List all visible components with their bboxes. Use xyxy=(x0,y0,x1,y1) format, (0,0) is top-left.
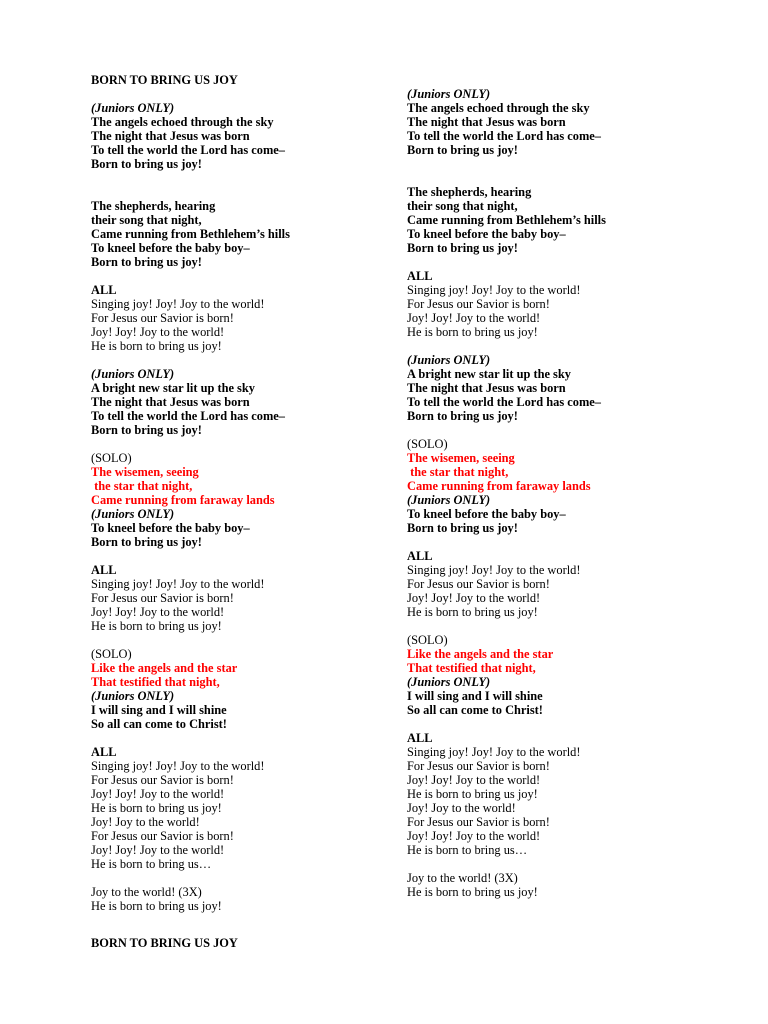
lyric-line: Singing joy! Joy! Joy to the world! xyxy=(91,297,265,311)
lyric-stanza xyxy=(407,871,707,899)
lyric-line: Joy! Joy! Joy to the world! xyxy=(407,591,541,605)
lyric-line: (SOLO) xyxy=(91,647,132,661)
lyric-stanza xyxy=(91,563,391,633)
lyric-line: Joy! Joy to the world! xyxy=(407,801,516,815)
lyric-line: (Juniors ONLY) xyxy=(91,689,175,703)
lyric-stanza xyxy=(407,353,707,423)
lyric-line: He is born to bring us joy! xyxy=(407,885,538,899)
lyric-line: For Jesus our Savior is born! xyxy=(91,829,234,843)
lyric-line: The angels echoed through the sky xyxy=(407,101,590,115)
lyric-line: The night that Jesus was born xyxy=(91,395,250,409)
lyric-line: To tell the world the Lord has come– xyxy=(91,409,285,423)
lyric-stanza xyxy=(91,745,391,871)
lyric-line: (Juniors ONLY) xyxy=(91,101,175,115)
lyric-line: Born to bring us joy! xyxy=(407,521,518,535)
lyric-line: Joy! Joy! Joy to the world! xyxy=(407,829,541,843)
lyric-line: (Juniors ONLY) xyxy=(407,493,491,507)
lyric-line: Joy! Joy! Joy to the world! xyxy=(91,787,225,801)
lyric-line: To kneel before the baby boy– xyxy=(407,227,566,241)
lyric-line: ALL xyxy=(407,731,433,745)
lyric-line: Came running from faraway lands xyxy=(91,493,275,507)
lyric-line: Joy! Joy! Joy to the world! xyxy=(91,605,225,619)
lyric-line: For Jesus our Savior is born! xyxy=(407,759,550,773)
lyric-line: The night that Jesus was born xyxy=(407,381,566,395)
lyric-stanza xyxy=(91,101,391,171)
lyric-line: He is born to bring us joy! xyxy=(91,801,222,815)
right-column-content xyxy=(407,87,707,899)
lyric-line: Born to bring us joy! xyxy=(91,255,202,269)
lyric-line: For Jesus our Savior is born! xyxy=(407,577,550,591)
lyric-line: the star that night, xyxy=(407,465,509,479)
lyric-line: Born to bring us joy! xyxy=(91,535,202,549)
lyric-line: The shepherds, hearing xyxy=(91,199,216,213)
lyric-line: The wisemen, seeing xyxy=(91,465,199,479)
lyric-stanza xyxy=(91,199,391,269)
lyric-stanza xyxy=(407,633,707,717)
left-lyrics xyxy=(91,101,391,913)
lyric-line: ALL xyxy=(91,563,117,577)
lyric-line: A bright new star lit up the sky xyxy=(91,381,255,395)
lyric-line: Born to bring us joy! xyxy=(407,409,518,423)
lyric-line: Born to bring us joy! xyxy=(91,423,202,437)
lyric-stanza xyxy=(407,185,707,255)
lyric-line: For Jesus our Savior is born! xyxy=(407,815,550,829)
lyric-line: I will sing and I will shine xyxy=(91,703,227,717)
lyric-line: ALL xyxy=(407,269,433,283)
lyric-line: Singing joy! Joy! Joy to the world! xyxy=(91,577,265,591)
document-title: BORN TO BRING US JOY xyxy=(91,73,238,87)
lyric-line: Born to bring us joy! xyxy=(407,241,518,255)
lyric-line: Born to bring us joy! xyxy=(91,157,202,171)
lyric-line: (Juniors ONLY) xyxy=(407,675,491,689)
lyric-line: Singing joy! Joy! Joy to the world! xyxy=(407,283,581,297)
lyric-stanza xyxy=(91,451,391,549)
lyric-line: He is born to bring us… xyxy=(407,843,528,857)
footer-title: BORN TO BRING US JOY xyxy=(91,936,238,950)
lyric-line: For Jesus our Savior is born! xyxy=(407,297,550,311)
lyric-line: Like the angels and the star xyxy=(407,647,554,661)
lyric-line: So all can come to Christ! xyxy=(407,703,543,717)
lyric-line: Singing joy! Joy! Joy to the world! xyxy=(91,759,265,773)
lyric-line: The angels echoed through the sky xyxy=(91,115,274,129)
lyric-line: To tell the world the Lord has come– xyxy=(407,395,601,409)
lyric-line: Born to bring us joy! xyxy=(407,143,518,157)
lyric-line: ALL xyxy=(407,549,433,563)
lyric-line: The shepherds, hearing xyxy=(407,185,532,199)
lyric-line: For Jesus our Savior is born! xyxy=(91,591,234,605)
lyric-line: To tell the world the Lord has come– xyxy=(407,129,601,143)
lyric-line: ALL xyxy=(91,745,117,759)
lyric-line: the star that night, xyxy=(91,479,193,493)
lyric-line: Came running from Bethlehem’s hills xyxy=(91,227,290,241)
lyric-line: He is born to bring us joy! xyxy=(91,619,222,633)
lyric-line: Joy! Joy! Joy to the world! xyxy=(407,773,541,787)
left-column-content xyxy=(91,73,391,913)
lyric-line: He is born to bring us joy! xyxy=(407,325,538,339)
lyric-line: He is born to bring us… xyxy=(91,857,212,871)
lyric-stanza xyxy=(407,269,707,339)
lyric-line: Joy! Joy! Joy to the world! xyxy=(91,325,225,339)
lyric-line: (SOLO) xyxy=(91,451,132,465)
lyric-stanza xyxy=(91,367,391,437)
lyric-line: He is born to bring us joy! xyxy=(91,899,222,913)
lyric-line: To kneel before the baby boy– xyxy=(91,521,250,535)
lyric-line: (Juniors ONLY) xyxy=(407,353,491,367)
lyric-stanza xyxy=(407,549,707,619)
lyric-line: For Jesus our Savior is born! xyxy=(91,311,234,325)
lyric-line: Like the angels and the star xyxy=(91,661,238,675)
lyric-line: So all can come to Christ! xyxy=(91,717,227,731)
lyric-line: Joy to the world! (3X) xyxy=(407,871,518,885)
lyric-line: their song that night, xyxy=(407,199,518,213)
lyric-line: I will sing and I will shine xyxy=(407,689,543,703)
lyric-line: Joy! Joy! Joy to the world! xyxy=(91,843,225,857)
lyric-line: Singing joy! Joy! Joy to the world! xyxy=(407,563,581,577)
lyric-line: He is born to bring us joy! xyxy=(91,339,222,353)
lyric-line: He is born to bring us joy! xyxy=(407,787,538,801)
lyric-line: That testified that night, xyxy=(91,675,220,689)
lyric-stanza xyxy=(91,647,391,731)
lyric-line: (Juniors ONLY) xyxy=(91,507,175,521)
lyric-line: (SOLO) xyxy=(407,437,448,451)
lyric-line: The wisemen, seeing xyxy=(407,451,515,465)
lyric-stanza xyxy=(407,437,707,535)
lyric-line: To tell the world the Lord has come– xyxy=(91,143,285,157)
lyric-line: Joy! Joy to the world! xyxy=(91,815,200,829)
lyric-line: To kneel before the baby boy– xyxy=(91,241,250,255)
lyric-line: That testified that night, xyxy=(407,661,536,675)
lyric-line: (Juniors ONLY) xyxy=(407,87,491,101)
lyric-line: For Jesus our Savior is born! xyxy=(91,773,234,787)
lyric-line: Joy! Joy! Joy to the world! xyxy=(407,311,541,325)
lyric-line: The night that Jesus was born xyxy=(407,115,566,129)
lyric-line: Singing joy! Joy! Joy to the world! xyxy=(407,745,581,759)
right-lyrics xyxy=(407,87,707,899)
lyric-stanza xyxy=(91,283,391,353)
lyric-line: (Juniors ONLY) xyxy=(91,367,175,381)
lyric-line: (SOLO) xyxy=(407,633,448,647)
lyric-line: The night that Jesus was born xyxy=(91,129,250,143)
lyric-line: their song that night, xyxy=(91,213,202,227)
lyric-line: Came running from Bethlehem’s hills xyxy=(407,213,606,227)
lyric-line: ALL xyxy=(91,283,117,297)
lyric-stanza xyxy=(407,731,707,857)
lyric-line: He is born to bring us joy! xyxy=(407,605,538,619)
lyric-line: A bright new star lit up the sky xyxy=(407,367,571,381)
lyric-line: Came running from faraway lands xyxy=(407,479,591,493)
lyric-line: To kneel before the baby boy– xyxy=(407,507,566,521)
lyric-stanza xyxy=(91,885,391,913)
lyric-line: Joy to the world! (3X) xyxy=(91,885,202,899)
lyric-stanza xyxy=(407,87,707,157)
